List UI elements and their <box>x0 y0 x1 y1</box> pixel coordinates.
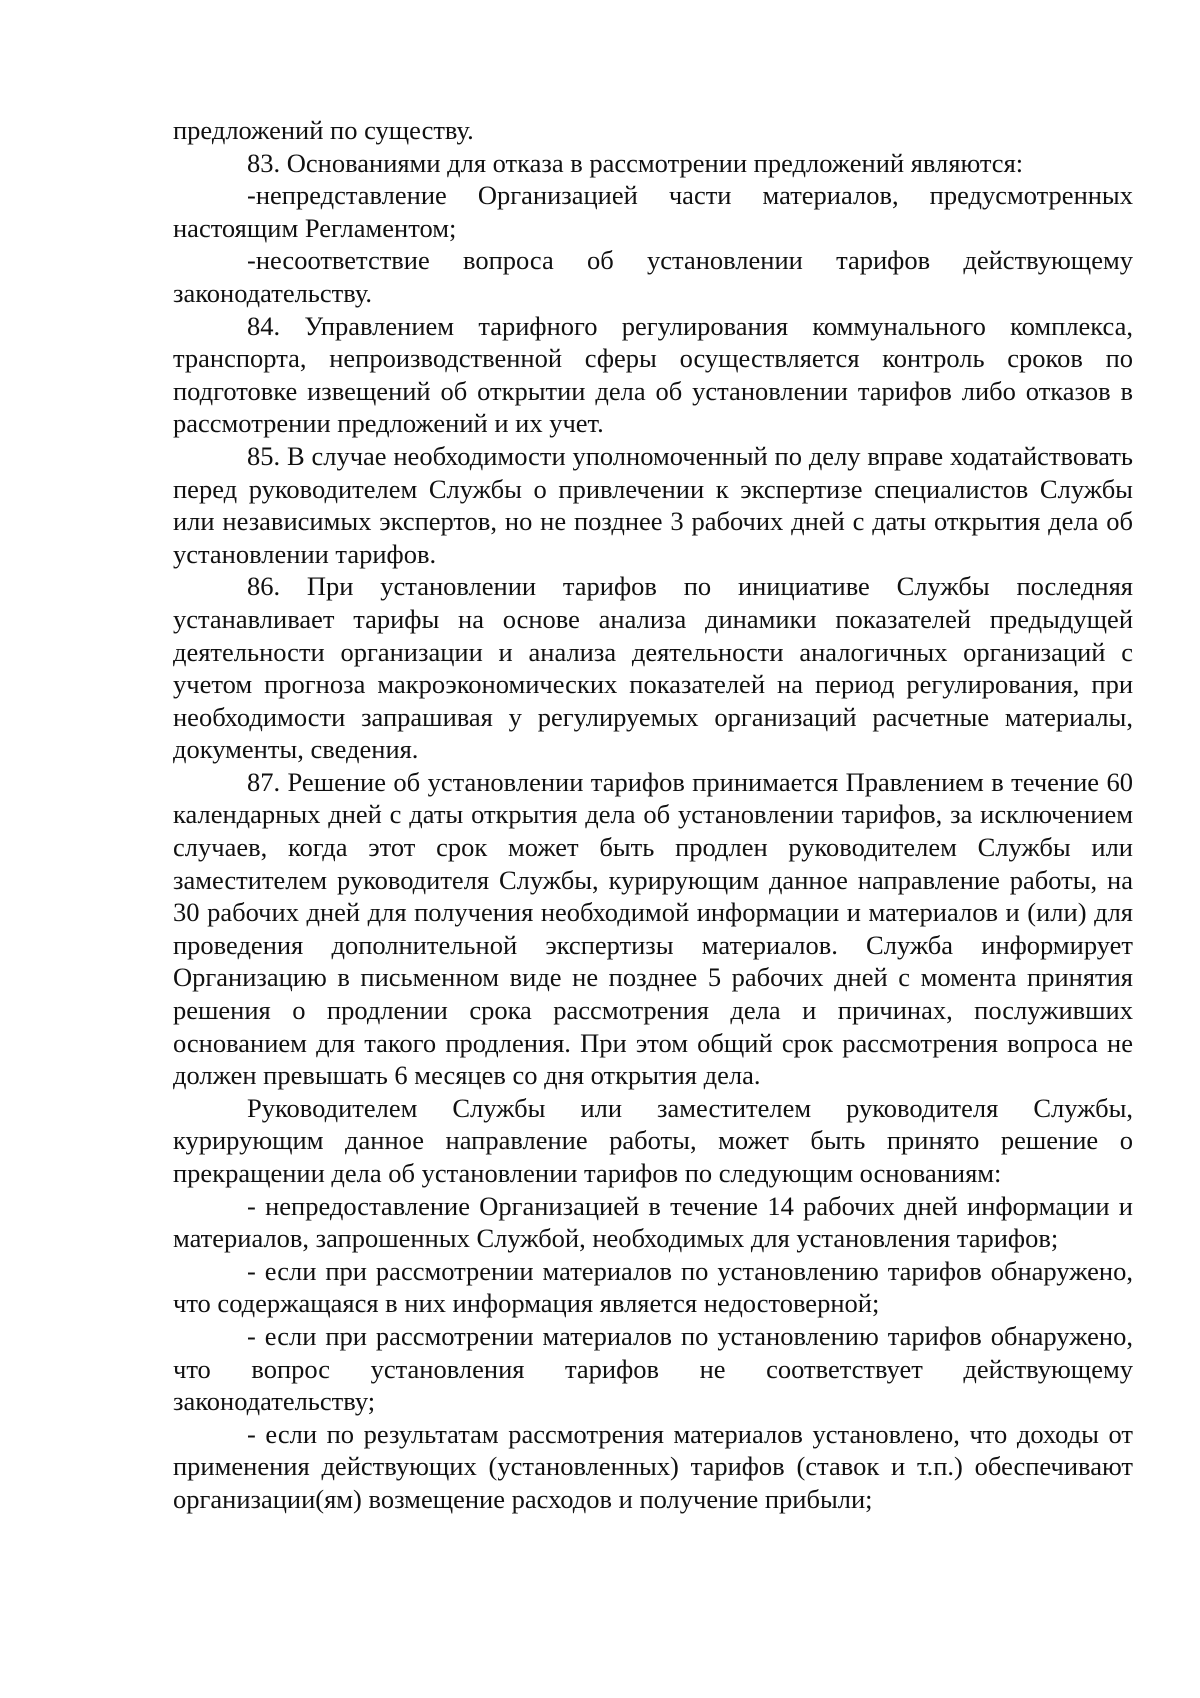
list-item-revenue-covers-costs: - если по результатам рассмотрения материалов установлено, что доходы от применения действующих (установленных) тарифов (ставок и т.п.) обеспечивают организации(ям) возмещение расходов и получение прибыли; <box>173 1418 1133 1514</box>
list-item-non-compliance: -несоответствие вопроса об установлении тарифов действующему законодательству. <box>173 245 1133 308</box>
paragraph-87: 87. Решение об установлении тарифов принимается Правлением в течение 60 календарных дней с даты открытия дела об установлении тарифов, за исключением случаев, когда этот срок может быть продлен руководителем Службы или заместителем руководителя Службы, курирующим данное направление работы, на 30 рабочих дней для получения необходимой информации и материалов и (или) для проведения дополнительной экспертизы материалов. Служба информирует Организацию в письменном виде не позднее 5 рабочих дней с момента принятия решения о продлении срока рассмотрения дела и причинах, послуживших основанием для такого продления. При этом общий срок рассмотрения вопроса не должен превышать 6 месяцев со дня открытия дела. <box>173 766 1133 1091</box>
list-item-unreliable-info: - если при рассмотрении материалов по установлению тарифов обнаружено, что содержащаяся в них информация является недостоверной; <box>173 1255 1133 1319</box>
paragraph-continuation: предложений по существу. <box>173 115 474 145</box>
paragraph-86: 86. При установлении тарифов по инициативе Службы последняя устанавливает тарифы на основе анализа динамики показателей предыдущей деятельности организации и анализа деятельности аналогичных организаций с учетом прогноза макроэкономических показателей на период регулирования, при необходимости запрашивая у регулируемых организаций расчетные материалы, документы, сведения. <box>173 571 1133 765</box>
paragraph-termination: Руководителем Службы или заместителем руководителя Службы, курирующим данное направление работы, может быть принято решение о прекращении дела об установлении тарифов по следующим основаниям: <box>173 1092 1133 1188</box>
paragraph-85: 85. В случае необходимости уполномоченный по делу вправе ходатайствовать перед руководителем Службы о привлечении к экспертизе специалистов Службы или независимых экспертов, но не позднее 3 рабочих дней с даты открытия дела об установлении тарифов. <box>173 440 1133 569</box>
paragraph-83: 83. Основаниями для отказа в рассмотрении предложений являются: <box>247 147 1024 178</box>
list-item-law-mismatch: - если при рассмотрении материалов по установлению тарифов обнаружено, что вопрос установления тарифов не соответствует действующему законодательству; <box>173 1320 1133 1417</box>
list-item-no-information: - непредоставление Организацией в течение 14 рабочих дней информации и материалов, запрошенных Службой, необходимых для установления тарифов; <box>173 1190 1133 1254</box>
document-page <box>173 114 1133 1516</box>
list-item-non-submission: -непредставление Организацией части материалов, предусмотренных настоящим Регламентом; <box>173 180 1133 243</box>
paragraph-84: 84. Управлением тарифного регулирования коммунального комплекса, транспорта, непроизводственной сферы осуществляется контроль сроков по подготовке извещений об открытии дела об установлении тарифов либо отказов в рассмотрении предложений и их учет. <box>173 310 1133 439</box>
